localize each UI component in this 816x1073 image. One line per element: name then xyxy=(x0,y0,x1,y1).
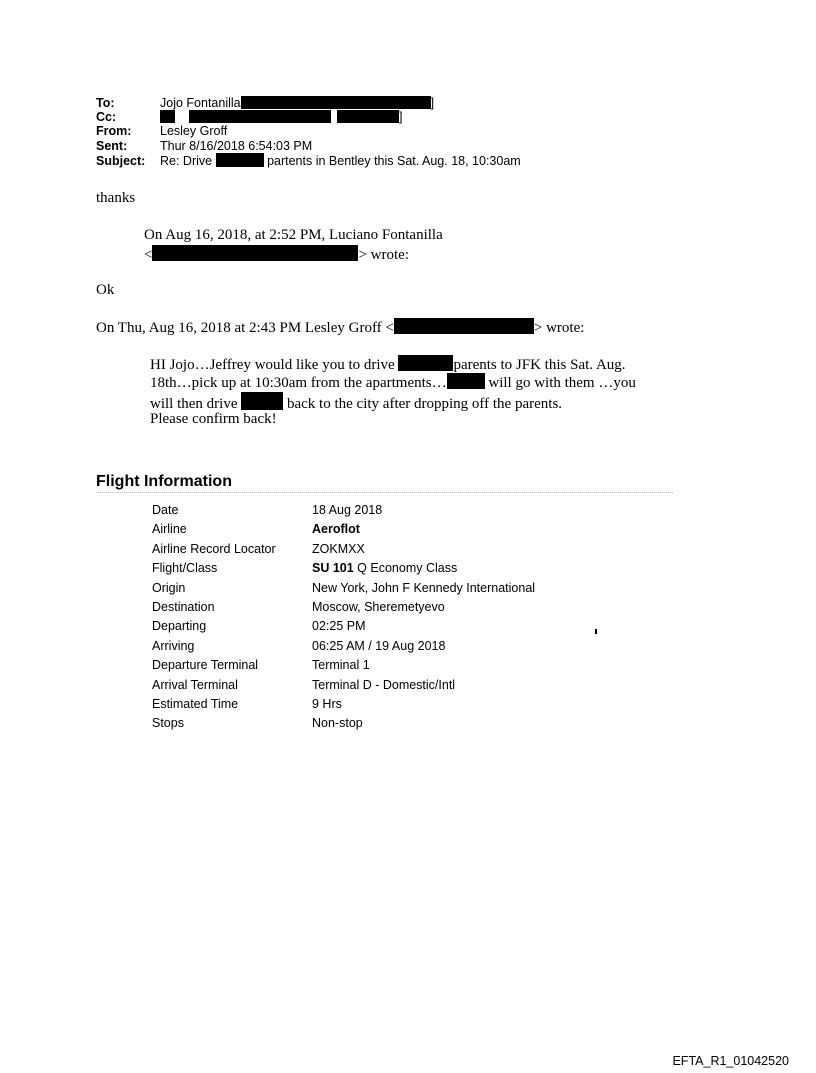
flight-row-label: Arrival Terminal xyxy=(152,677,238,692)
flight-row xyxy=(152,598,535,617)
flight-row xyxy=(152,637,535,656)
flight-row-label: Date xyxy=(152,503,179,517)
redaction xyxy=(241,96,431,109)
flight-row-label: Flight/Class xyxy=(152,561,218,576)
flight-row-value xyxy=(312,637,445,656)
msg-l1-a: HI Jojo…Jeffrey would like you to drive xyxy=(150,357,395,373)
flight-row-value-text: 18 Aug 2018 xyxy=(312,503,383,517)
msg-l2-a: 18th…pick up at 10:30am from the apartments… xyxy=(150,375,447,391)
from-value: Lesley Groff xyxy=(160,124,228,139)
flight-row-value xyxy=(312,520,360,539)
flight-row-label: Origin xyxy=(152,580,186,595)
to-value: Jojo Fontanilla xyxy=(160,96,241,110)
email-header xyxy=(96,96,521,167)
flight-row-value-text: Terminal 1 xyxy=(312,658,370,673)
flight-row-value xyxy=(312,559,457,578)
quote2-line xyxy=(96,318,584,337)
flight-row xyxy=(152,617,535,636)
message-line-2 xyxy=(150,373,636,392)
message-line-4: Please confirm back! xyxy=(150,411,277,427)
flight-row xyxy=(152,579,535,598)
quote2-wrote: > wrote: xyxy=(533,320,585,336)
sent-row xyxy=(96,139,521,153)
flight-row-value xyxy=(312,617,366,636)
sent-value: Thur 8/16/2018 6:54:03 PM xyxy=(160,138,313,153)
flight-row-value-text: 9 Hrs xyxy=(312,696,342,711)
flight-row-label: Departure Terminal xyxy=(152,658,259,673)
redaction xyxy=(394,318,534,334)
thanks-text: thanks xyxy=(96,190,136,206)
cc-label: Cc: xyxy=(96,110,117,125)
flight-row-value-bold: Aeroflot xyxy=(312,522,360,537)
flight-row-value xyxy=(312,714,363,733)
flight-row-value xyxy=(312,598,445,617)
quote1-lt: < xyxy=(144,247,153,263)
flight-row-value xyxy=(312,656,370,675)
quote1-line2 xyxy=(144,245,409,264)
ok-text: Ok xyxy=(96,282,115,298)
msg-l3-b: back to the city after dropping off the parents. xyxy=(286,396,563,412)
flight-row-label: Destination xyxy=(152,599,215,614)
quote1-line1: On Aug 16, 2018, at 2:52 PM, Luciano Fontanilla xyxy=(144,227,443,243)
message-line-1 xyxy=(150,355,626,374)
flight-info-table xyxy=(152,501,535,734)
redaction xyxy=(447,373,485,389)
flight-row xyxy=(152,501,535,520)
flight-row xyxy=(152,559,535,578)
flight-row-label: Airline Record Locator xyxy=(152,541,276,556)
msg-l1-b: parents to JFK this Sat. Aug. xyxy=(453,357,626,373)
flight-row-value-text: Q Economy Class xyxy=(353,561,458,576)
flight-row-value xyxy=(312,579,535,598)
sent-label: Sent: xyxy=(96,138,128,153)
redaction xyxy=(216,153,264,167)
flight-row-value-text: 02:25 PM xyxy=(312,619,366,634)
subject-label: Subject: xyxy=(96,153,146,168)
flight-row-label: Departing xyxy=(152,619,207,634)
flight-row-value-text: Non-stop xyxy=(312,716,363,731)
subject-row xyxy=(96,153,521,167)
cc-suffix: ] xyxy=(399,110,403,125)
redaction xyxy=(160,110,175,123)
flight-row-value-text: Moscow, Sheremetyevo xyxy=(312,599,445,614)
quote2-prefix: On Thu, Aug 16, 2018 at 2:43 PM Lesley Groff < xyxy=(96,320,394,336)
flight-row-value-text: New York, John F Kennedy International xyxy=(312,580,536,595)
from-label: From: xyxy=(96,124,132,139)
redaction xyxy=(398,355,453,371)
to-row xyxy=(96,96,521,110)
flight-row-label: Stops xyxy=(152,716,184,731)
flight-info-divider xyxy=(96,492,673,493)
document-id: EFTA_R1_01042520 xyxy=(672,1054,789,1068)
flight-row xyxy=(152,520,535,539)
from-row xyxy=(96,124,521,138)
flight-row xyxy=(152,714,535,733)
flight-row-value-text: ZOKMXX xyxy=(312,541,365,556)
flight-row-value-bold: SU 101 xyxy=(312,561,354,576)
flight-row-label: Airline xyxy=(152,522,187,537)
redaction xyxy=(189,110,331,123)
redaction xyxy=(337,110,399,123)
flight-row xyxy=(152,676,535,695)
flight-row-value xyxy=(312,676,455,695)
cc-row xyxy=(96,110,521,124)
flight-row-label: Arriving xyxy=(152,638,195,653)
flight-row xyxy=(152,540,535,559)
flight-row-value-text: Terminal D - Domestic/Intl xyxy=(312,677,456,692)
subject-suffix: partents in Bentley this Sat. Aug. 18, 10:30am xyxy=(267,153,521,168)
flight-row-value xyxy=(312,501,382,520)
flight-row xyxy=(152,695,535,714)
to-label: To: xyxy=(96,96,115,110)
quote1-wrote: > wrote: xyxy=(358,247,409,263)
flight-row-value xyxy=(312,695,342,714)
flight-row xyxy=(152,656,535,675)
msg-l2-b: will go with them …you xyxy=(488,375,636,391)
to-suffix: ] xyxy=(430,96,435,110)
flight-row-label: Estimated Time xyxy=(152,696,239,711)
stray-mark xyxy=(595,629,597,634)
msg-l3-a: will then drive xyxy=(150,396,238,412)
subject-prefix: Re: Drive xyxy=(160,153,213,168)
redaction xyxy=(241,392,283,410)
redaction xyxy=(152,245,358,261)
flight-row-value-text: 06:25 AM / 19 Aug 2018 xyxy=(312,638,446,653)
flight-info-title: Flight Information xyxy=(96,473,232,490)
flight-row-value xyxy=(312,540,365,559)
